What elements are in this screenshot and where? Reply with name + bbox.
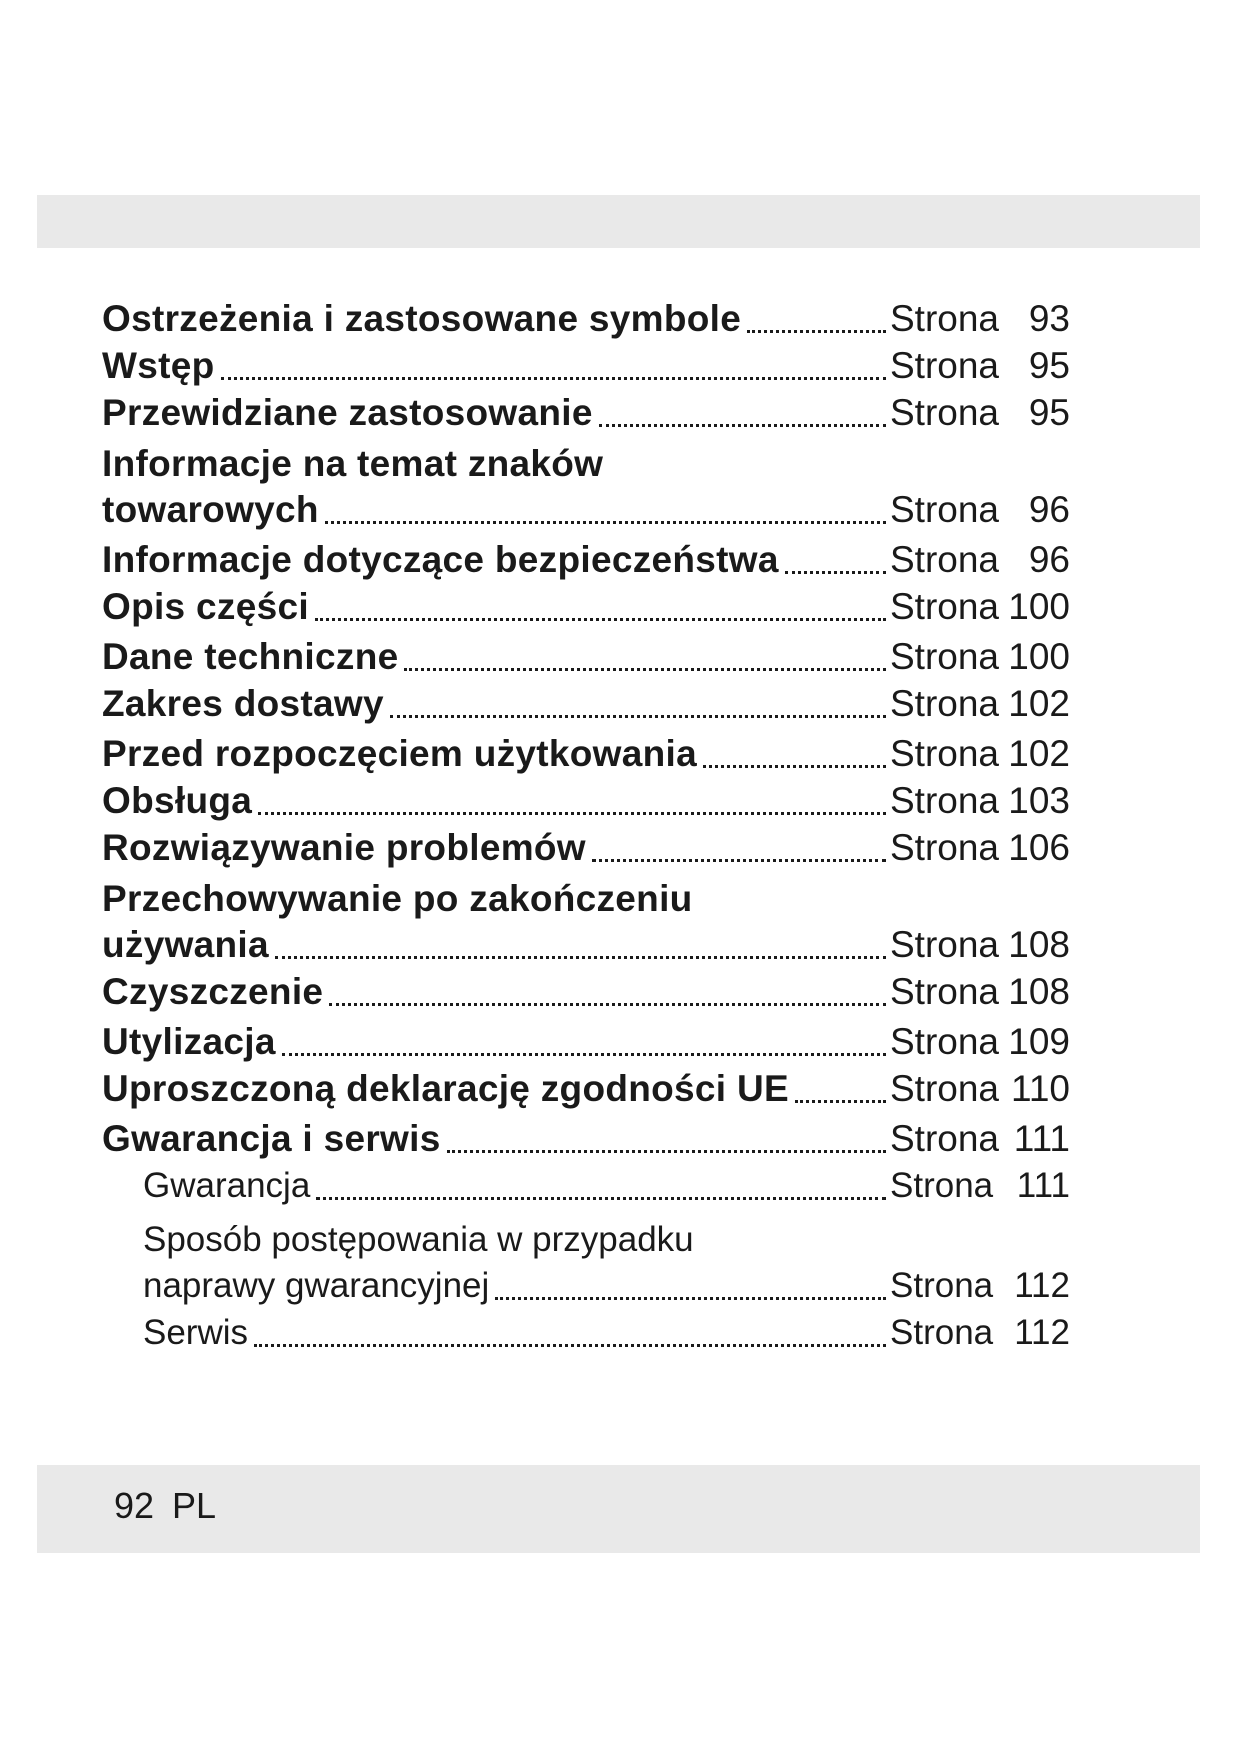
dot-leader [495,1287,886,1300]
dot-leader [221,367,887,380]
toc-entry-title: Przewidziane zastosowanie [102,392,593,433]
toc-entry-page: 106 [1008,827,1070,868]
toc-entry-title: Dane techniczne [102,636,399,677]
toc-entry-label: Strona [890,392,1000,433]
toc-entry-label: Strona [890,971,1000,1012]
page-footer [114,1484,216,1528]
toc-entry-label: Strona [890,298,1000,339]
toc-subentry-service[interactable] [102,1309,1070,1356]
toc-entry-label: Strona [890,683,1000,724]
toc-entry-label: Strona [890,1021,1000,1062]
toc-subentry-title: Serwis [143,1313,249,1352]
toc-entry-page: 100 [1008,586,1070,627]
toc-entry-label: Strona [890,539,1000,580]
toc-entry-cleaning[interactable] [102,968,1070,1015]
toc-entry-page: 96 [1028,539,1070,580]
toc-entry-label: Strona [890,827,1000,868]
toc-entry-title: Przed rozpoczęciem użytkowania [102,733,698,774]
toc-entry-page: 102 [1008,733,1070,774]
dot-leader [254,1334,886,1347]
toc-entry-page: 108 [1008,924,1070,965]
toc-entry-title: Utylizacja [102,1021,276,1062]
toc-entry-page: 96 [1028,489,1070,530]
toc-entry-title-line1: Informacje na temat znaków [102,443,604,484]
table-of-contents [102,292,1070,1356]
toc-subentry-page: 112 [1014,1266,1070,1305]
toc-entry-page: 95 [1028,345,1070,386]
page-number: 92 [114,1485,155,1526]
toc-entry-label: Strona [890,586,1000,627]
toc-entry-title: Uproszczoną deklarację zgodności UE [102,1068,789,1109]
toc-entry-eu-declaration[interactable] [102,1065,1070,1112]
dot-leader [316,1187,886,1200]
toc-subentry-title: Gwarancja [143,1166,311,1205]
dot-leader [795,1090,886,1103]
toc-entry-page: 100 [1008,636,1070,677]
toc-entry-title: Czyszczenie [102,971,324,1012]
toc-subentry-label: Strona [890,1266,994,1305]
language-code: PL [172,1485,217,1526]
toc-entry-label: Strona [890,924,1000,965]
toc-subentry-warranty[interactable] [102,1162,1070,1209]
toc-entry-title: Gwarancja i serwis [102,1118,441,1159]
toc-subentry-label: Strona [890,1313,994,1352]
toc-entry-title-line2: używania [102,924,269,965]
toc-entry-storage[interactable] [102,871,1070,968]
toc-entry-page: 103 [1008,780,1070,821]
dot-leader [599,414,886,427]
toc-entry-operation[interactable] [102,777,1070,824]
toc-entry-title: Opis części [102,586,309,627]
header-band [37,195,1200,248]
dot-leader [447,1140,886,1153]
toc-entry-title-line1: Przechowywanie po zakończeniu [102,878,693,919]
toc-entry-page: 110 [1011,1068,1070,1109]
toc-entry-scope-of-delivery[interactable] [102,680,1070,727]
dot-leader [325,511,886,524]
toc-entry-page: 93 [1028,298,1070,339]
dot-leader [282,1043,886,1056]
toc-entry-page: 95 [1028,392,1070,433]
dot-leader [785,561,886,574]
toc-entry-label: Strona [890,1118,1000,1159]
toc-entry-parts[interactable] [102,583,1070,630]
toc-entry-title: Obsługa [102,780,253,821]
toc-entry-trademarks[interactable] [102,436,1070,533]
toc-entry-introduction[interactable] [102,342,1070,389]
toc-entry-title: Rozwiązywanie problemów [102,827,586,868]
toc-entry-warnings[interactable] [102,292,1070,342]
toc-entry-title-line2: towarowych [102,489,319,530]
toc-subentry-title-line2: naprawy gwarancyjnej [143,1266,490,1305]
dot-leader [329,993,886,1006]
toc-entry-title: Wstęp [102,345,215,386]
toc-entry-label: Strona [890,636,1000,677]
toc-entry-label: Strona [890,780,1000,821]
dot-leader [404,658,886,671]
toc-entry-title: Informacje dotyczące bezpieczeństwa [102,539,779,580]
toc-entry-page: 109 [1008,1021,1070,1062]
toc-entry-title: Ostrzeżenia i zastosowane symbole [102,298,742,339]
dot-leader [592,849,886,862]
toc-entry-page: 108 [1008,971,1070,1012]
toc-subentry-label: Strona [890,1166,994,1205]
toc-subentry-page: 112 [1014,1313,1070,1352]
toc-entry-warranty-service[interactable] [102,1112,1070,1162]
toc-entry-label: Strona [890,345,1000,386]
dot-leader [258,802,886,815]
toc-entry-page: 102 [1008,683,1070,724]
toc-entry-troubleshooting[interactable] [102,824,1070,871]
dot-leader [703,755,886,768]
dot-leader [390,705,886,718]
dot-leader [315,608,886,621]
dot-leader [275,946,886,959]
toc-entry-technical-data[interactable] [102,630,1070,680]
toc-entry-label: Strona [890,733,1000,774]
toc-entry-title: Zakres dostawy [102,683,384,724]
toc-entry-safety[interactable] [102,533,1070,583]
toc-entry-page: 111 [1013,1118,1070,1159]
toc-subentry-title-line1: Sposób postępowania w przypadku [143,1220,694,1259]
toc-subentry-warranty-procedure[interactable] [102,1209,1070,1309]
toc-subentry-page: 111 [1016,1166,1070,1205]
dot-leader [747,320,886,333]
toc-entry-intended-use[interactable] [102,389,1070,436]
toc-entry-label: Strona [890,489,1000,530]
toc-entry-disposal[interactable] [102,1015,1070,1065]
toc-entry-before-use[interactable] [102,727,1070,777]
toc-entry-label: Strona [890,1068,1000,1109]
